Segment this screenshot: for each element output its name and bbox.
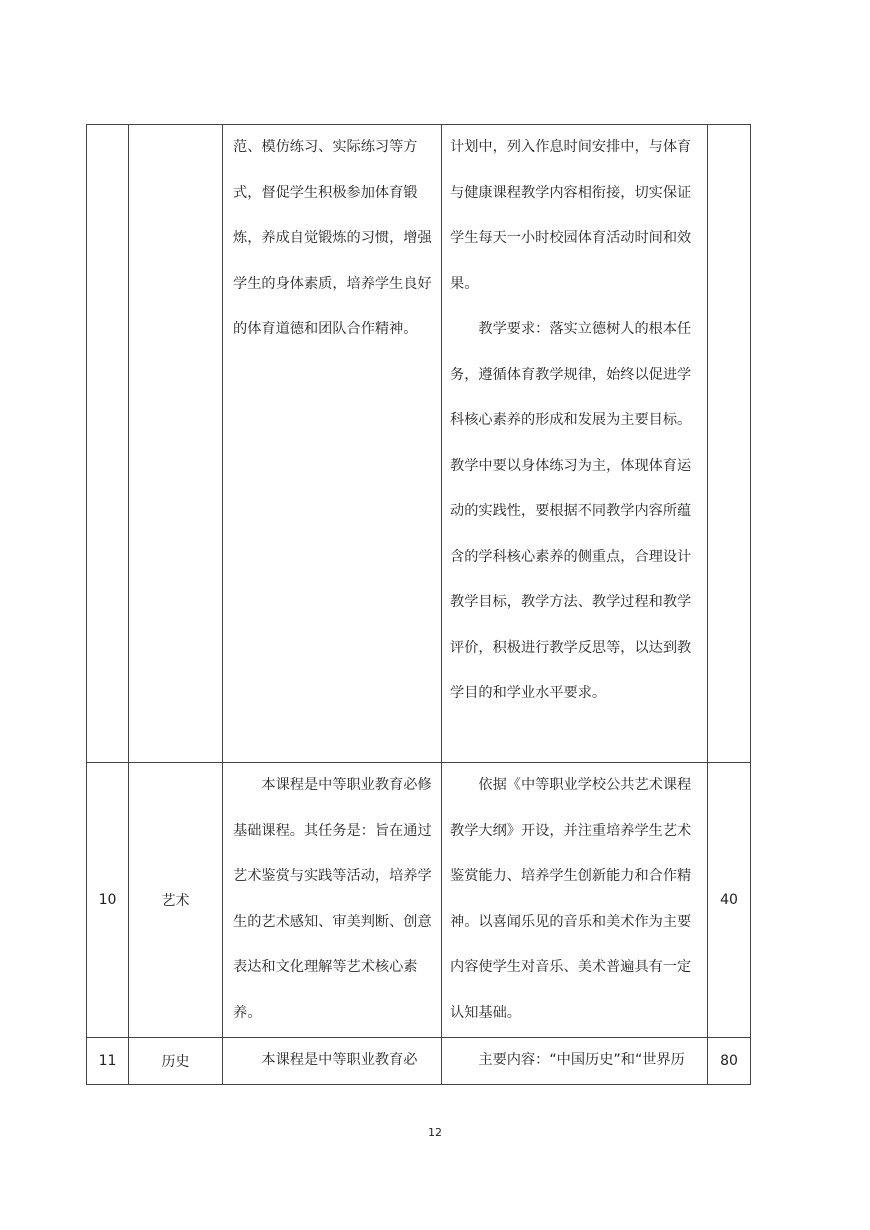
table-row	[87, 125, 751, 763]
table-row	[87, 1038, 751, 1085]
row-number-cell: 10	[87, 763, 129, 1038]
intro-text: 范、模仿练习、实际练习等方式，督促学生积极参加体育锻炼，养成自觉锻炼的习惯，增强学生的身体素质，培养学生良好的体育道德和团队合作精神。	[233, 139, 432, 337]
hours-cell: 80	[708, 1038, 751, 1085]
subject-cell: 历史	[129, 1038, 223, 1085]
intro-cell	[223, 125, 442, 763]
hours-cell	[708, 125, 751, 763]
content-cell	[442, 763, 708, 1038]
intro-text: 本课程是中等职业教育必修基础课程。其任务是：旨在通过艺术鉴赏与实践等活动，培养学生的艺术感知、审美判断、创意表达和文化理解等艺术核心素养。	[233, 777, 432, 1021]
intro-text: 本课程是中等职业教育必	[233, 1052, 418, 1068]
table-row	[87, 763, 751, 1038]
row-number-cell: 11	[87, 1038, 129, 1085]
intro-cell	[223, 1038, 442, 1085]
content-text: 计划中，列入作息时间安排中，与体育与健康课程教学内容相衔接，切实保证学生每天一小时校园体育活动时间和效果。 教学要求：落实立德树人的根本任务，遵循体育教学规律，始终以促进学科核心素养的形成和发展为主要目标。教学中要以身体练习为主，体现体育运动的实践性，要根据不同教学内容所蕴含的学科核心素养的侧重点，合理设计教学目标，教学方法、教学过程和教学评价，积极进行教学反思等，以达到教学目的和学业水平要求。	[450, 139, 692, 701]
content-cell	[442, 125, 708, 763]
row-number-cell	[87, 125, 129, 763]
intro-cell	[223, 763, 442, 1038]
content-cell	[442, 1038, 708, 1085]
subject-cell	[129, 125, 223, 763]
page-number: 12	[428, 1126, 442, 1139]
content-text: 依据《中等职业学校公共艺术课程教学大纲》开设，并注重培养学生艺术鉴赏能力、培养学生创新能力和合作精神。以喜闻乐见的音乐和美术作为主要内容使学生对音乐、美术普遍具有一定认知基础。	[450, 777, 692, 1021]
content-text: 主要内容：“中国历史”和“世界历	[450, 1052, 685, 1068]
subject-cell: 艺术	[129, 763, 223, 1038]
course-table	[86, 124, 751, 1085]
hours-cell: 40	[708, 763, 751, 1038]
